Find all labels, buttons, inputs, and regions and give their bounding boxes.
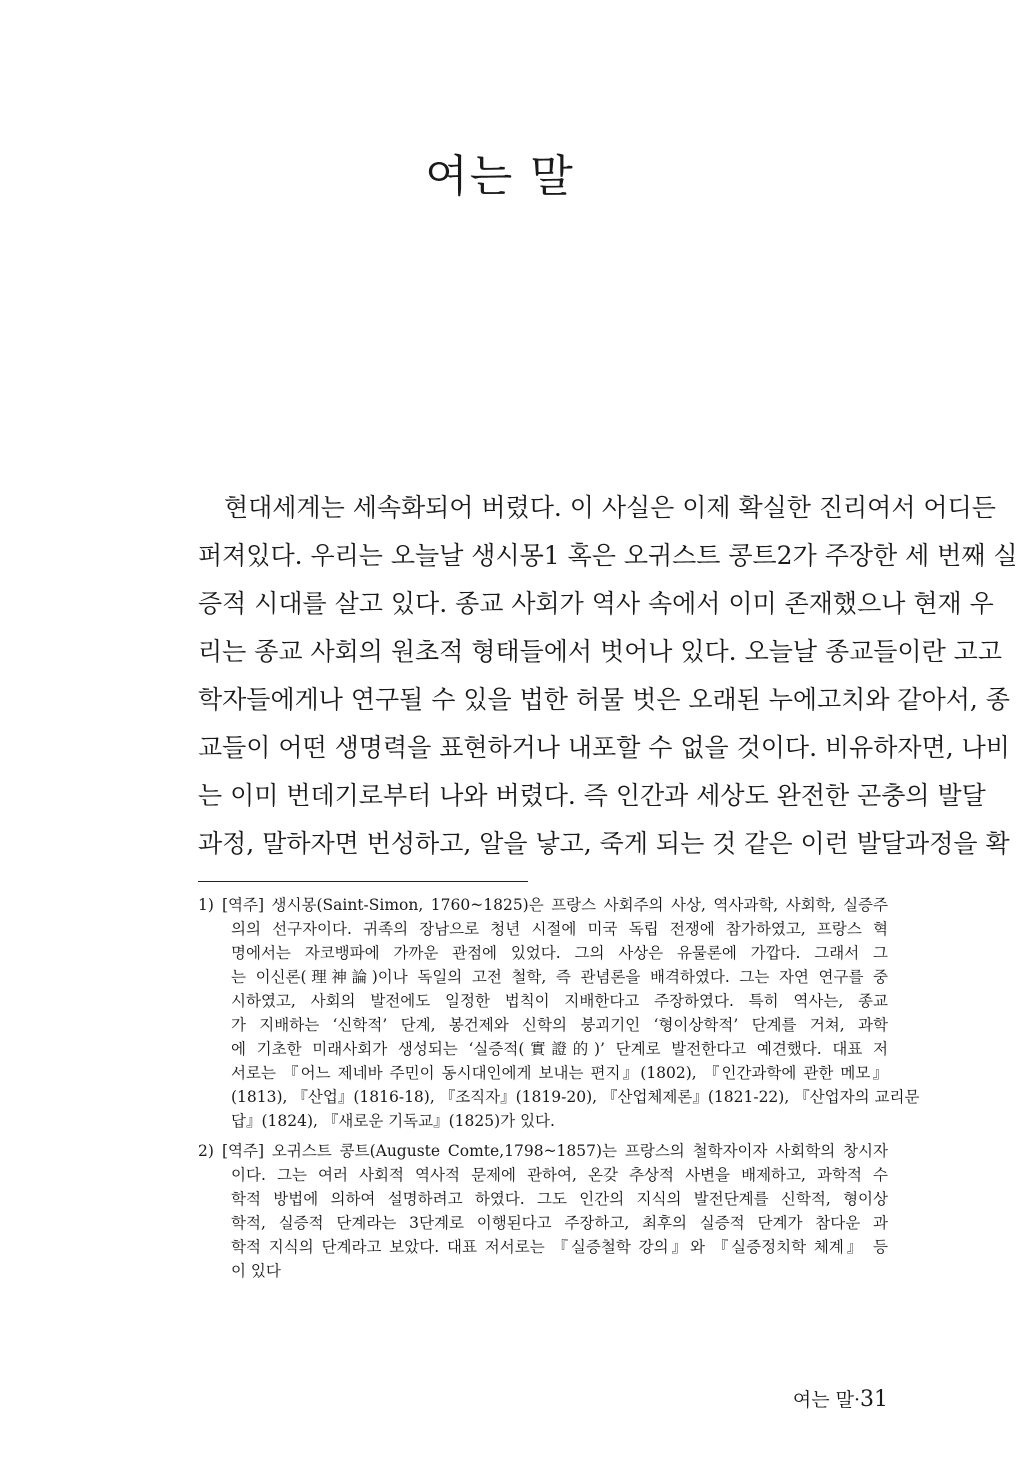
footnote-line: 학적, 실증적 단계라는 3단계로 이행된다고 주장하고, 최후의 실증적 단계가 참다운 과 [231,1214,888,1232]
footnote-number: 1) [198,896,214,914]
footnote-line: 명에서는 자코뱅파에 가까운 관점에 있었다. 그의 사상은 유물론에 가깝다. 그래서 그 [231,944,888,962]
page-title: 여는 말 [425,151,575,202]
body-line: 증적 시대를 살고 있다. 종교 사회가 역사 속에서 이미 존재했으나 현재 우 [198,589,994,618]
footnote-line: 에 기초한 미래사회가 생성되는 ‘실증적(實證的)’ 단계로 발전한다고 예견했다. 대표 저 [231,1040,888,1058]
footnote-line: 학적 지식의 단계라고 보았다. 대표 저서로는 『실증철학 강의』와 『실증정치학 체계』 등 [231,1238,888,1256]
footnote-number: 2) [198,1142,214,1160]
main-body-text [198,484,1018,868]
page-folio [793,1385,888,1412]
footnote-divider [198,881,528,882]
footnote-line: [역주] 생시몽(Saint-Simon, 1760~1825)은 프랑스 사회주의 사상, 역사과학, 사회학, 실증주 [222,896,888,914]
page-number: 31 [860,1387,888,1412]
footnote [198,1139,888,1283]
footnote [198,893,920,1133]
footnote-line: (1813), 『산업』(1816-18), 『조직자』(1819-20), 『산업체제론』(1821-22), 『산업자의 교리문 [231,1088,920,1106]
footnote-line: 이 있다 [231,1262,281,1280]
body-line: 리는 종교 사회의 원초적 형태들에서 벗어나 있다. 오늘날 종교들이란 고고 [198,637,1002,666]
footnote-line: 시하였고, 사회의 발전에도 일정한 법칙이 지배한다고 주장하였다. 특히 역사는, 종교 [231,992,888,1010]
footnote-line: 이다. 그는 여러 사회적 역사적 문제에 관하여, 온갖 추상적 사변을 배제하고, 과학적 수 [231,1166,888,1184]
body-line: 교들이 어떤 생명력을 표현하거나 내포할 수 없을 것이다. 비유하자면, 나비 [198,733,1010,762]
body-line: 는 이미 번데기로부터 나와 버렸다. 즉 인간과 세상도 완전한 곤충의 발달 [198,781,986,810]
footnote-line: 가 지배하는 ‘신학적’ 단계, 봉건제와 신학의 붕괴기인 ‘형이상학적’ 단계를 거쳐, 과학 [231,1016,888,1034]
footnote-line: 의의 선구자이다. 귀족의 장남으로 청년 시절에 미국 독립 전쟁에 참가하였고, 프랑스 혁 [231,920,888,938]
running-header-label: 여는 말· [792,1389,860,1411]
footnotes [198,893,920,1289]
footnote-line: 서로는 『어느 제네바 주민이 동시대인에게 보내는 편지』(1802), 『인간과학에 관한 메모』 [231,1064,888,1082]
footnote-line: 는 이신론(理神論)이나 독일의 고전 철학, 즉 관념론을 배격하였다. 그는 자연 연구를 중 [231,968,888,986]
footnote-line: 답』(1824), 『새로운 기독교』(1825)가 있다. [231,1112,555,1130]
body-line: 현대세계는 세속화되어 버렸다. 이 사실은 이제 확실한 진리여서 어디든 [224,493,996,522]
body-line: 퍼져있다. 우리는 오늘날 생시몽1 혹은 오귀스트 콩트2가 주장한 세 번째 실 [198,541,1018,570]
body-line: 과정, 말하자면 번성하고, 알을 낳고, 죽게 되는 것 같은 이런 발달과정을 확 [198,829,1010,858]
footnote-line: [역주] 오귀스트 콩트(Auguste Comte,1798~1857)는 프랑스의 철학자이자 사회학의 창시자 [222,1142,888,1160]
footnote-line: 학적 방법에 의하여 설명하려고 하였다. 그도 인간의 지식의 발전단계를 신학적, 형이상 [231,1190,888,1208]
body-line: 학자들에게나 연구될 수 있을 법한 허물 벗은 오래된 누에고치와 같아서, 종 [198,685,1010,714]
